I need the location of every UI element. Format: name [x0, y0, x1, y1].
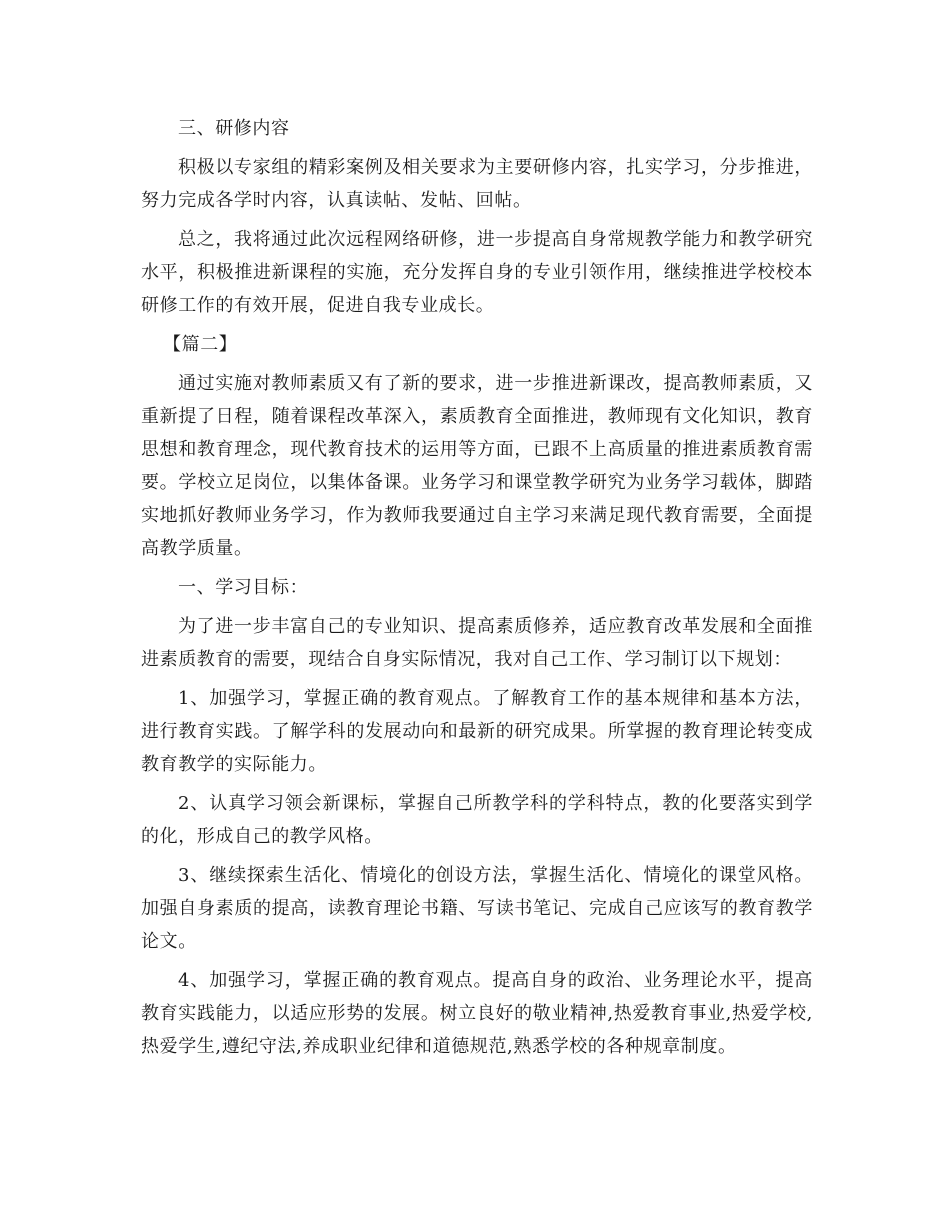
list-item-1: 1、加强学习，掌握正确的教育观点。了解教育工作的基本规律和基本方法，进行教育实践。了解学科的发展动向和最新的研究成果。所掌握的教育理论转变成教育教学的实际能力。 [141, 688, 813, 775]
section-heading-learning-goals: 一、学习目标： [178, 577, 309, 598]
paragraph-research-content: 积极以专家组的精彩案例及相关要求为主要研修内容，扎实学习，分步推进，努力完成各学时内容，认真读帖、发帖、回帖。 [141, 157, 813, 211]
list-item-4: 4、加强学习，掌握正确的教育观点。提高自身的政治、业务理论水平，提高教育实践能力，以适应形势的发展。树立良好的敬业精神,热爱教育事业,热爱学校,热爱学生,遵纪守法,养成职业纪律和道德规范,熟悉学校的各种规章制度。 [141, 970, 813, 1057]
paragraph-intro: 通过实施对教师素质又有了新的要求，进一步推进新课改，提高教师素质，又重新提了日程，随着课程改革深入，素质教育全面推进，教师现有文化知识，教育思想和教育理念，现代教育技术的运用等方面，已跟不上高质量的推进素质教育需要。学校立足岗位，以集体备课。业务学习和课堂教学研究为业务学习载体，脚踏实地抓好教师业务学习，作为教师我要通过自主学习来满足现代教育需要，全面提高教学质量。 [141, 373, 813, 559]
paragraph-summary: 总之，我将通过此次远程网络研修，进一步提高自身常规教学能力和教学研究水平，积极推进新课程的实施，充分发挥自身的专业引领作用，继续推进学校校本研修工作的有效开展，促进自我专业成长。 [141, 229, 813, 316]
part-two-heading: 【篇二】 [163, 334, 238, 355]
paragraph-goals-intro: 为了进一步丰富自己的专业知识、提高素质修养，适应教育改革发展和全面推进素质教育的需要，现结合自身实际情况，我对自己工作、学习制订以下规划： [141, 616, 813, 670]
section-heading-research-content: 三、研修内容 [178, 118, 290, 139]
list-item-2: 2、认真学习领会新课标，掌握自己所教学科的学科特点，教的化要落实到学的化，形成自己的教学风格。 [141, 793, 813, 847]
document-body [141, 112, 813, 1069]
list-item-3: 3、继续探索生活化、情境化的创设方法，掌握生活化、情境化的课堂风格。加强自身素质的提高，读教育理论书籍、写读书笔记、完成自己应该写的教育教学论文。 [141, 865, 813, 952]
